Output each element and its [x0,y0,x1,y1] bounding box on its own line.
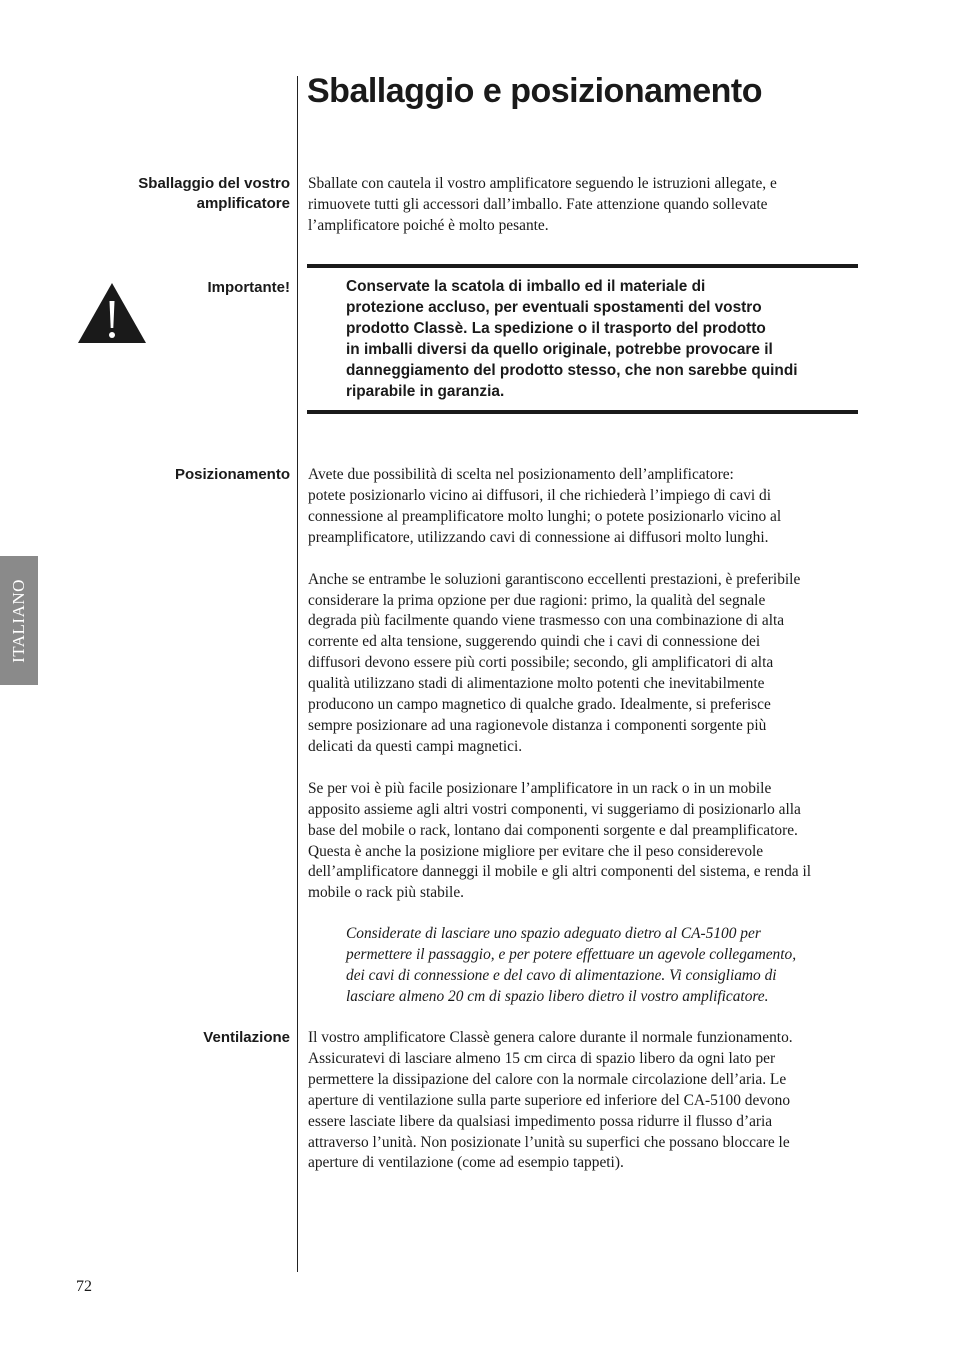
clearance-note [346,924,796,1008]
text-line: Il vostro amplificatore Classè genera calore durante il normale funzionamento. [308,1029,793,1046]
text-line: dei cavi di connessione e del cavo di alimentazione. Vi consigliamo di [346,966,777,984]
text-line: connessione al preamplificatore molto lunghi; o potete posizionarlo vicino al [308,507,782,525]
text-line: Se per voi è più facile posizionare l’amplificatore in un rack o in un mobile [308,779,772,797]
text-line: danneggiamento del prodotto stesso, che non sarebbe quindi [346,361,798,379]
text-line: aperture di ventilazione sulla parte superiore ed inferiore del CA-5100 devono [308,1091,791,1109]
text-line: Conservate la scatola di imballo ed il materiale di [346,278,706,295]
text-line: considerare la prima opzione per due ragioni: primo, la qualità del segnale [308,591,766,609]
text-line: aperture di ventilazione (come ad esempio tappeti). [308,1154,624,1172]
text-line: dell’amplificatore danneggi il mobile e gli altri componenti del sistema, e renda il [308,863,812,881]
text-line: rimuovete tutti gli accessori dall’imballo. Fate attenzione quando sollevate [308,195,768,213]
language-tab [0,556,38,685]
text-line: permettere il passaggio, e per potere effettuare un agevole collegamento, [346,945,797,963]
text-line: sempre posizionare ad una ragionevole distanza i componenti sorgente più [308,716,767,734]
important-notice-text [346,277,798,402]
ventilation-text [308,1028,860,1174]
text-line: degrada più facilmente quando viene trasmesso con una combinazione di alta [308,612,785,630]
text-line: prodotto Classè. La spedizione o il trasporto del prodotto [346,319,766,337]
unpacking-heading-line: Sballaggio del vostro [138,175,290,192]
positioning-heading [175,465,290,485]
positioning-heading-label: Posizionamento [174,466,290,483]
text-line: diffusori devono essere più corti possibile; secondo, gli amplificatori di alta [308,654,774,672]
language-tab-label: ITALIANO [9,578,28,663]
column-divider [297,76,298,1272]
text-line: Considerate di lasciare uno spazio adeguato dietro al CA-5100 per [346,925,761,942]
text-line: riparabile in garanzia. [346,382,505,400]
text-line: Questa è anche la posizione migliore per evitare che il peso considerevole [308,842,764,860]
text-line: base del mobile o rack, lontano dai componenti sorgente e dal preamplificatore. [308,821,798,839]
text-line: essere lasciate libere da qualsiasi impedimento possa ridurre il flusso d’aria [308,1112,773,1130]
text-line: Sballate con cautela il vostro amplificatore seguendo le istruzioni allegate, e [308,175,777,192]
text-line: potete posizionarlo vicino ai diffusori, il che richiederà l’impiego di cavi di [308,486,772,504]
text-line: producono un campo magnetico di qualche grado. Idealmente, si preferisce [308,696,771,714]
ventilation-heading-label: Ventilazione [203,1029,290,1046]
paragraph [308,779,860,904]
unpacking-heading-line: amplificatore [196,195,290,212]
text-line: attraverso l’unità. Non posizionate l’unità su superfici che possano bloccare le [308,1133,790,1151]
text-line: protezione accluso, per eventuali spostamenti del vostro [346,298,762,316]
text-line: Anche se entrambe le soluzioni garantiscono eccellenti prestazioni, è preferibile [308,570,801,588]
text-line: delicati da questi campi magnetici. [308,737,523,755]
text-line: corrente ed alta tensione, suggerendo quindi che i cavi di connessione dei [308,633,761,651]
text-line: in imballi diversi da quello originale, potrebbe provocare il [346,340,773,358]
page-title: Sballaggio e posizionamento [307,72,762,110]
warning-triangle-icon [77,282,147,344]
text-line: Assicuratevi di lasciare almeno 15 cm circa di spazio libero da ogni lato per [308,1049,776,1067]
text-line: qualità utilizzano stadi di alimentazione molto potenti che inevitabilmente [308,675,765,693]
page-number: 72 [76,1278,92,1295]
unpacking-text [308,174,860,237]
text-line: Avete due possibilità di scelta nel posizionamento dell’amplificatore: [308,466,734,483]
text-line: permettere la dissipazione del calore con la normale circolazione dell’aria. Le [308,1070,787,1088]
paragraph [308,465,860,549]
important-heading-label: Importante! [207,279,290,296]
important-heading [208,278,291,298]
text-line: l’amplificatore poiché è molto pesante. [308,216,549,234]
text-line: mobile o rack più stabile. [308,884,465,902]
text-line: lasciare almeno 20 cm di spazio libero dietro il vostro amplificatore. [346,987,769,1005]
text-line: preamplificatore, utilizzando cavi di connessione ai diffusori molto lunghi. [308,528,769,546]
unpacking-heading [138,174,290,214]
ventilation-heading [203,1028,290,1048]
positioning-text [308,465,860,904]
text-line: apposito assieme agli altri vostri componenti, vi suggeriamo di posizionarlo alla [308,800,801,818]
paragraph [308,570,860,758]
